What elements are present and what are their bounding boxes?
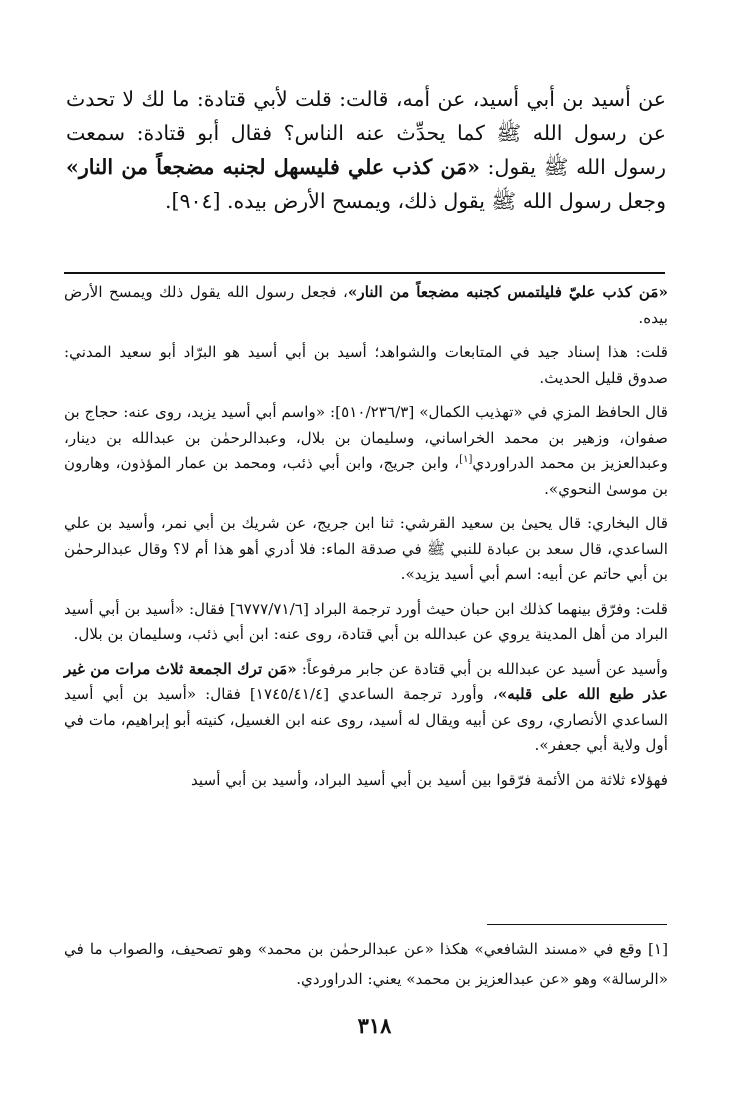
commentary-paragraph-3: [64, 400, 668, 502]
commentary-paragraph-4: قال البخاري: قال يحيىٰ بن سعيد القرشي: ثنا ابن جريج، عن شريك بن أبي نمر، وأسيد بن علي الساعدي، قال سعد بن عبادة للنبي ﷺ في صدقة الماء: فلا أدري أهو هذا أم لا؟ وقال عبدالرحمٰن بن أبي حاتم عن أبيه: اسم أبي أسيد يزيد».: [64, 514, 668, 583]
separator-rule: [64, 272, 665, 274]
footnote-text: [١] وقع في «مسند الشافعي» هكذا «عن عبدالرحمٰن بن محمد» وهو تصحيف، والصواب ما في «الرسالة» وهو «عن عبدالعزيز بن محمد» يعني: الدراوردي.: [64, 940, 668, 988]
hadith-text-part-1: عن أسيد بن أبي أسيد، عن أمه، قالت: قلت لأبي قتادة: ما لك لا تحدث عن رسول الله ﷺ كما يحدِّث عنه الناس؟ فقال أبو قتادة: سمعت رسول الله ﷺ يقول:: [66, 87, 666, 179]
hadith-text-part-2: وجعل رسول الله ﷺ يقول ذلك، ويمسح الأرض بيده. [٩٠٤].: [164, 189, 666, 213]
commentary-text-1: ، فجعل رسول الله يقول ذلك ويمسح الأرض بيده.: [64, 283, 668, 327]
commentary-text-6b: ، وأورد ترجمة الساعدي [١٧٤٥/٤١/٤] فقال: «أسيد بن أبي أسيد الساعدي الأنصاري، روى عن أبيه ويقال له أسيد، روى عنه ابن الغسيل، كنيته أبو إبراهيم، مات في أول ولاية أبي جعفر».: [64, 685, 668, 754]
commentary-text-6a: وأسيد عن أسيد عن عبدالله بن أبي قتادة عن جابر مرفوعاً:: [296, 659, 668, 678]
commentary-paragraph-6: [64, 657, 668, 759]
commentary-paragraph-7: فهؤلاء ثلاثة من الأئمة فرّقوا بين أسيد بن أبي أسيد البراد، وأسيد بن أبي أسيد: [190, 770, 668, 789]
footnote-separator: [487, 924, 667, 925]
commentary-paragraph-2: قلت: هذا إسناد جيد في المتابعات والشواهد؛ أسيد بن أبي أسيد هو البرّاد أبو سعيد المدني: صدوق قليل الحديث.: [64, 343, 668, 387]
commentary-paragraph-5: قلت: وفرّق بينهما كذلك ابن حبان حيث أورد ترجمة البراد [٦٧٧٧/٧١/٦] فقال: «أسيد بن أبي أسيد البراد من أهل المدينة يروي عن عبدالله بن أبي قتادة، روى عنه: ابن أبي ذئب، وسليمان بن بلال.: [64, 599, 668, 643]
commentary-section: [64, 280, 668, 793]
commentary-bold-quote-6: «مَن ترك الجمعة ثلاث مرات من غير عذر طبع الله على قلبه»: [64, 659, 668, 703]
footnote-marker[interactable]: [١]: [459, 453, 473, 465]
hadith-bold-quote: «مَن كذب علي فليسهل لجنبه مضجعاً من النار»: [66, 155, 480, 179]
hadith-paragraph: [66, 82, 666, 218]
commentary-bold-quote-1: «مَن كذب عليّ فليلتمس كجنبه مضجعاً من النار»: [347, 283, 669, 301]
footnote-section: [64, 934, 668, 994]
commentary-text-3b: ، وابن جريج، وابن أبي ذئب، ومحمد بن عمار المؤذون، وهارون بن موسىٰ النحوي».: [64, 454, 668, 498]
commentary-text-3a: قال الحافظ المزي في «تهذيب الكمال» [٥١٠/٢٣٦/٣]: «واسم أبي أسيد يزيد، روى عنه: حجاج بن صفوان، وزهير بن محمد الخراساني، وسليمان بن بلال، وعبدالرحمٰن بن عبدالله بن دينار، وعبدالعزيز بن محمد الدراوردي: [64, 403, 669, 472]
page-number: ٣١٨: [357, 1013, 392, 1038]
main-hadith-text: [66, 82, 666, 218]
commentary-paragraph-1: [64, 280, 668, 331]
